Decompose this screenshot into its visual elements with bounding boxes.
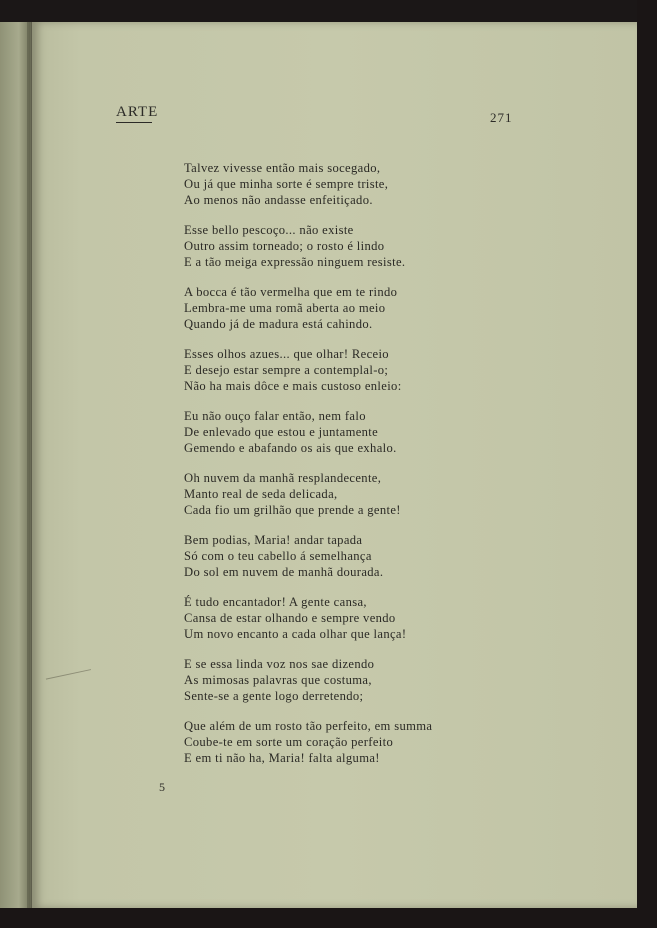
verse-line: Lembra-me uma romã aberta ao meio	[184, 301, 386, 315]
verse-line: Cada fio um grilhão que prende a gente!	[184, 503, 401, 517]
running-header	[116, 104, 158, 123]
stanza	[184, 594, 484, 642]
stanza	[184, 222, 484, 270]
scan-bottom-border	[0, 908, 657, 928]
printer-signature: 5	[159, 780, 165, 794]
verse-line: Outro assim torneado; o rosto é lindo	[184, 239, 385, 253]
stanza	[184, 408, 484, 456]
verse-line: Que além de um rosto tão perfeito, em summa	[184, 719, 433, 733]
header-underline	[116, 122, 152, 123]
verse-line: A bocca é tão vermelha que em te rindo	[184, 285, 398, 299]
stanza	[184, 160, 484, 208]
verse-line: Do sol em nuvem de manhã dourada.	[184, 565, 384, 579]
stanza	[184, 532, 484, 580]
verse-line: Manto real de seda delicada,	[184, 487, 338, 501]
stanza	[184, 346, 484, 394]
verse-line: Um novo encanto a cada olhar que lança!	[184, 627, 407, 641]
verse-line: E a tão meiga expressão ninguem resiste.	[184, 255, 406, 269]
verse-line: Eu não ouço falar então, nem falo	[184, 409, 366, 423]
verse-line: Sente-se a gente logo derretendo;	[184, 689, 364, 703]
stanza	[184, 656, 484, 704]
verse-line: Ou já que minha sorte é sempre triste,	[184, 177, 389, 191]
book-gutter	[27, 22, 30, 910]
verse-line: E desejo estar sempre a contemplal-o;	[184, 363, 389, 377]
verse-line: Só com o teu cabello á semelhança	[184, 549, 372, 563]
verse-line: Quando já de madura está cahindo.	[184, 317, 373, 331]
scan-right-border	[637, 0, 657, 928]
stanza	[184, 470, 484, 518]
page-number: 271	[490, 110, 513, 125]
verse-line: Esse bello pescoço... não existe	[184, 223, 354, 237]
verse-line: Oh nuvem da manhã resplandecente,	[184, 471, 382, 485]
stanza	[184, 284, 484, 332]
verse-line: Não ha mais dôce e mais custoso enleio:	[184, 379, 402, 393]
verse-line: Gemendo e abafando os ais que exhalo.	[184, 441, 397, 455]
header-title: ARTE	[116, 104, 159, 120]
stanza	[184, 718, 484, 766]
verse-line: Cansa de estar olhando e sempre vendo	[184, 611, 396, 625]
poem-body	[184, 160, 484, 766]
verse-line: É tudo encantador! A gente cansa,	[184, 595, 367, 609]
verse-line: Coube-te em sorte um coração perfeito	[184, 735, 394, 749]
verse-line: As mimosas palavras que costuma,	[184, 673, 372, 687]
verse-line: E se essa linda voz nos sae dizendo	[184, 657, 375, 671]
verse-line: Ao menos não andasse enfeitiçado.	[184, 193, 373, 207]
verse-line: Bem podias, Maria! andar tapada	[184, 533, 363, 547]
verse-line: De enlevado que estou e juntamente	[184, 425, 379, 439]
verse-line: E em ti não ha, Maria! falta alguma!	[184, 751, 380, 765]
verse-line: Talvez vivesse então mais socegado,	[184, 161, 381, 175]
verse-line: Esses olhos azues... que olhar! Receio	[184, 347, 389, 361]
